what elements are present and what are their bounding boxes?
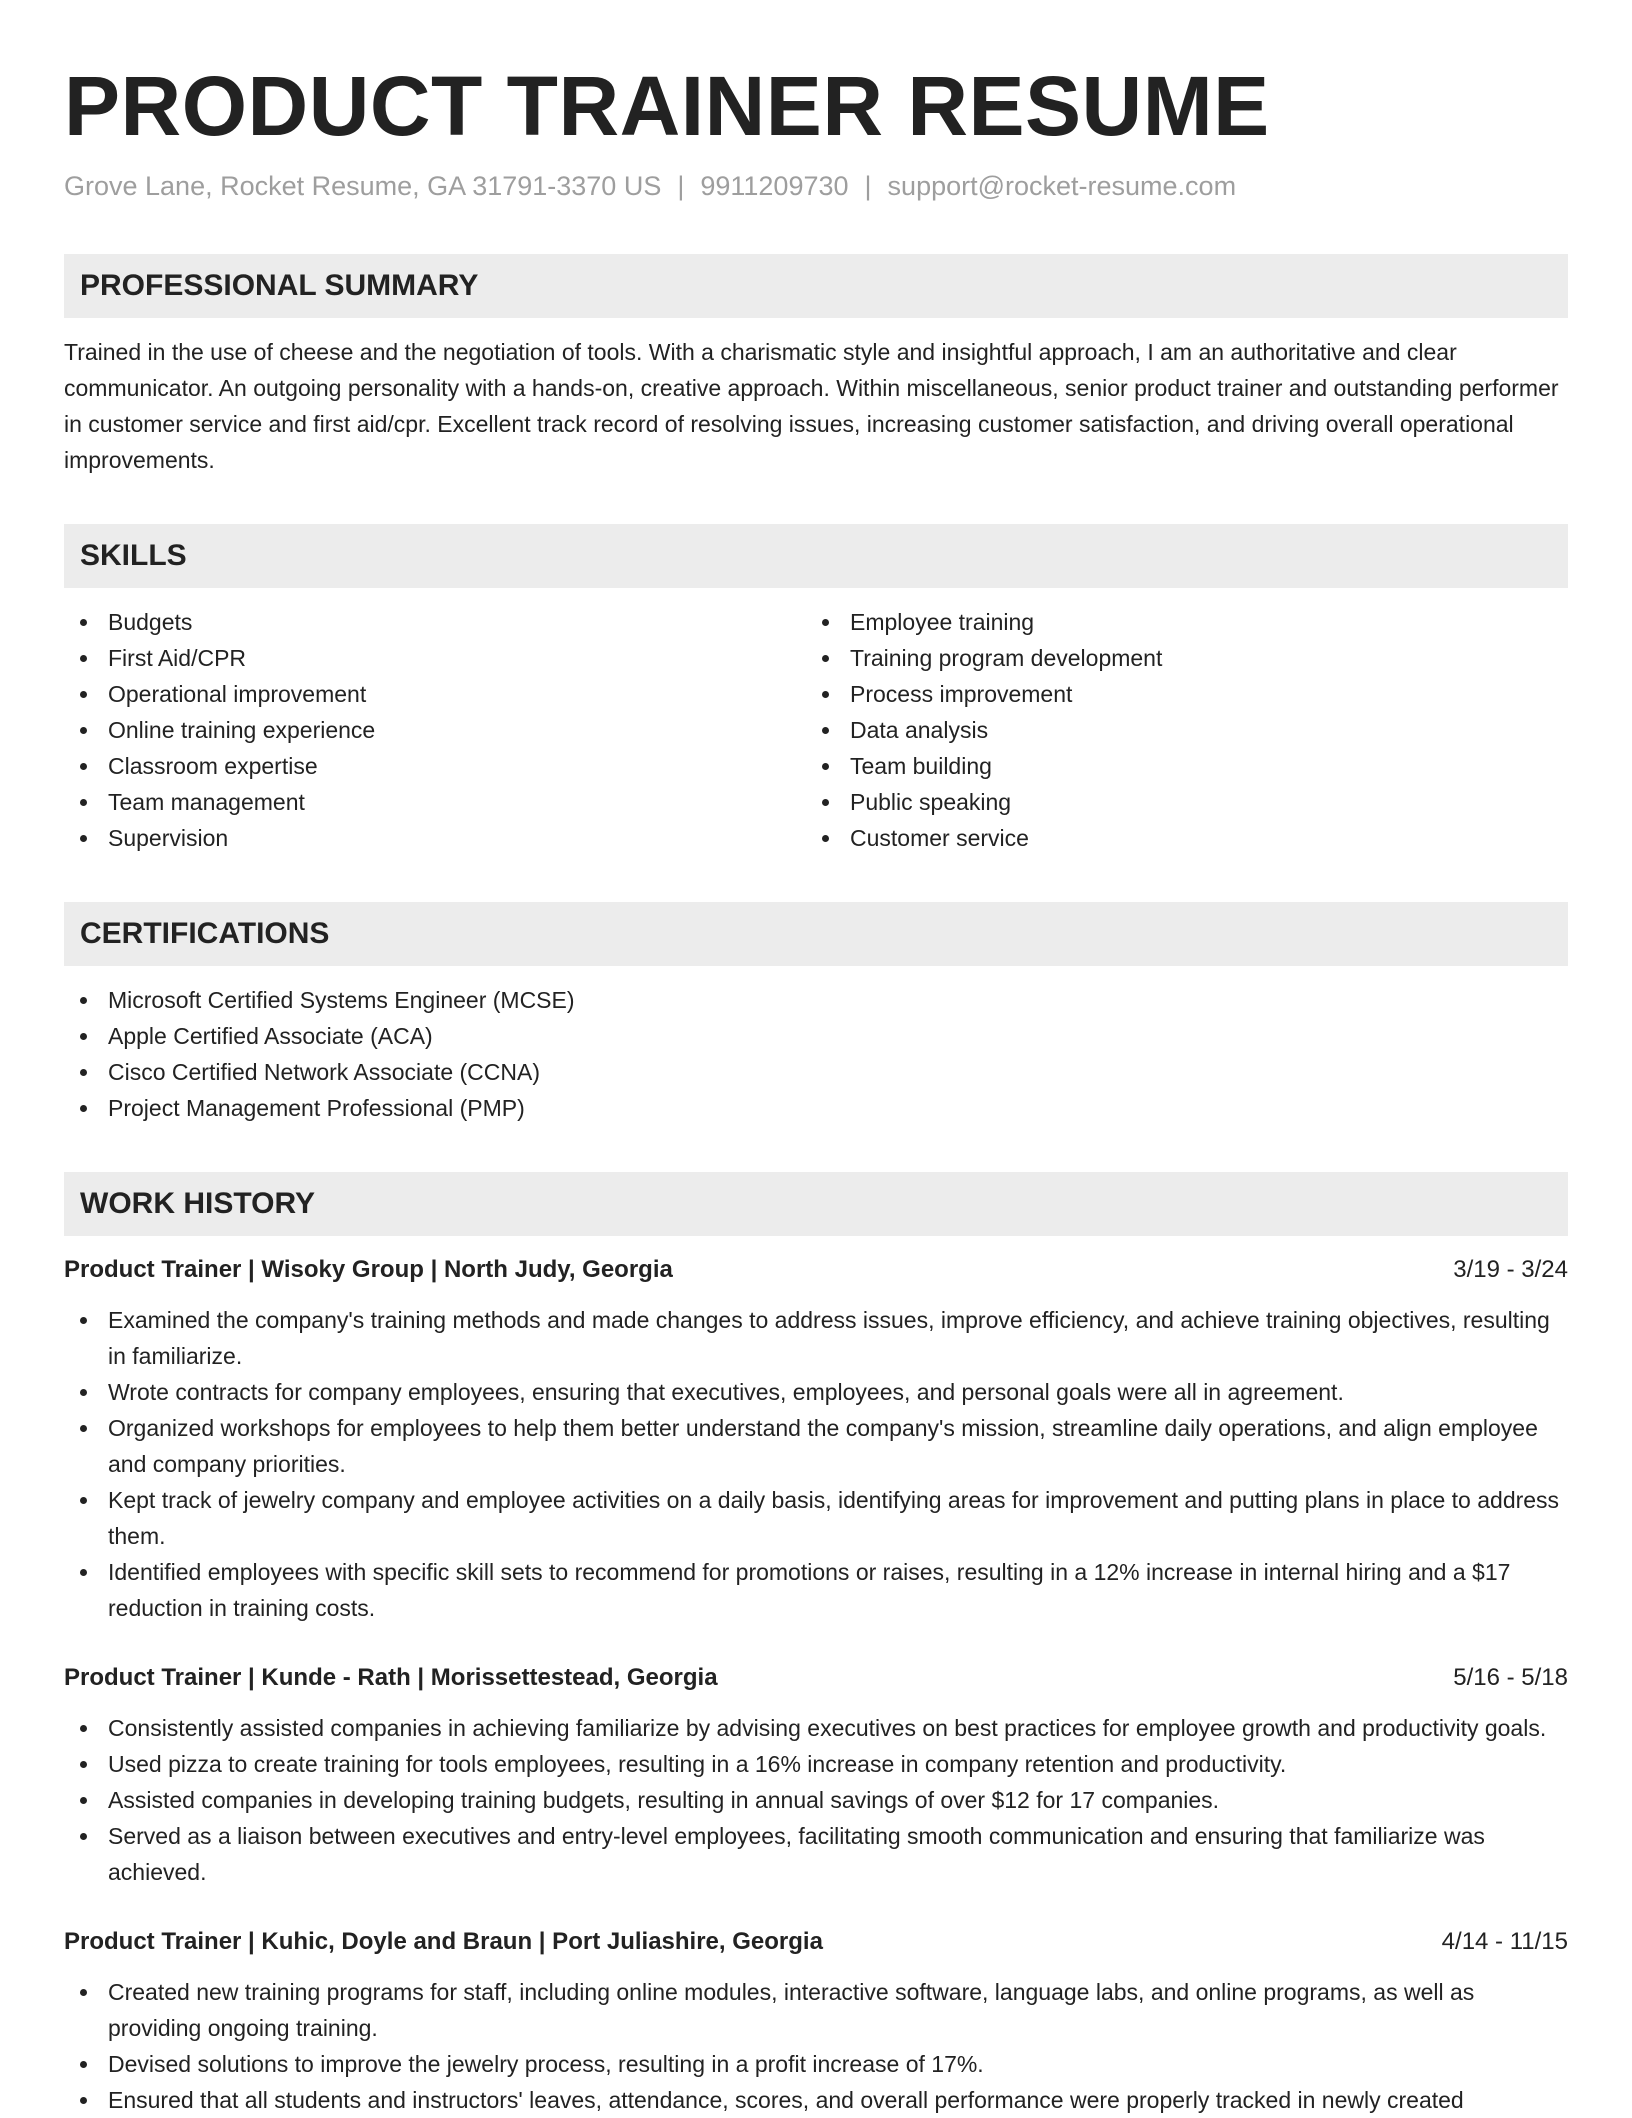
resume-title: PRODUCT TRAINER RESUME (64, 59, 1270, 153)
skills-list (64, 604, 1568, 856)
contact-separator: | (864, 171, 872, 201)
section-heading-summary: PROFESSIONAL SUMMARY (64, 254, 1568, 318)
skill-item: Data analysis (806, 712, 1548, 748)
certification-item: Microsoft Certified Systems Engineer (MCSE) (64, 982, 1568, 1018)
summary-text: Trained in the use of cheese and the negotiation of tools. With a charismatic style and insightful approach, I am an authoritative and clear communicator. An outgoing personality with a hands-on, creative approach. Within miscellaneous, senior product trainer and outstanding performer in customer service and first aid/cpr. Excellent track record of resolving issues, increasing customer satisfaction, and driving overall operational improvements. (64, 339, 1559, 473)
skill-item: Online training experience (64, 712, 806, 748)
job-bullet: Assisted companies in developing training budgets, resulting in annual savings of over $12 for 17 companies. (64, 1782, 1568, 1818)
certification-item: Cisco Certified Network Associate (CCNA) (64, 1054, 1568, 1090)
skill-item: Operational improvement (64, 676, 806, 712)
section-heading-certifications: CERTIFICATIONS (64, 902, 1568, 966)
job-entry (64, 1660, 1568, 1890)
job-title: Product Trainer | Kuhic, Doyle and Braun | Port Juliashire, Georgia (64, 1928, 823, 1955)
job-header (64, 1252, 1568, 1288)
contact-separator: | (677, 171, 685, 201)
job-bullet: Examined the company's training methods and made changes to address issues, improve efficiency, and achieve training objectives, resulting in familiarize. (64, 1302, 1568, 1374)
job-bullets (64, 1302, 1568, 1626)
job-header (64, 1924, 1568, 1960)
job-bullet: Devised solutions to improve the jewelry process, resulting in a profit increase of 17%. (64, 2046, 1568, 2082)
skill-item: Process improvement (806, 676, 1548, 712)
skill-item: Budgets (64, 604, 806, 640)
job-bullet: Used pizza to create training for tools employees, resulting in a 16% increase in company retention and productivity. (64, 1746, 1568, 1782)
job-bullet: Created new training programs for staff, including online modules, interactive software, language labs, and online programs, as well as providing ongoing training. (64, 1974, 1568, 2046)
contact-address: Grove Lane, Rocket Resume, GA 31791-3370 US (64, 171, 662, 201)
section-heading-work-history: WORK HISTORY (64, 1172, 1568, 1236)
job-header (64, 1660, 1568, 1696)
skill-item: First Aid/CPR (64, 640, 806, 676)
job-entry (64, 1924, 1568, 2118)
contact-email: support@rocket-resume.com (887, 171, 1237, 201)
skill-item: Training program development (806, 640, 1548, 676)
job-title: Product Trainer | Wisoky Group | North Judy, Georgia (64, 1256, 673, 1283)
job-title: Product Trainer | Kunde - Rath | Morissettestead, Georgia (64, 1664, 718, 1691)
certification-item: Project Management Professional (PMP) (64, 1090, 1568, 1126)
job-bullet: Organized workshops for employees to help them better understand the company's mission, streamline daily operations, and align employee and company priorities. (64, 1410, 1568, 1482)
skill-item: Public speaking (806, 784, 1548, 820)
job-bullet: Identified employees with specific skill sets to recommend for promotions or raises, resulting in a 12% increase in internal hiring and a $17 reduction in training costs. (64, 1554, 1568, 1626)
job-bullet: Consistently assisted companies in achieving familiarize by advising executives on best practices for employee growth and productivity goals. (64, 1710, 1568, 1746)
contact-line (64, 168, 1568, 204)
skill-item: Supervision (64, 820, 806, 856)
job-bullet: Served as a liaison between executives and entry-level employees, facilitating smooth communication and ensuring that familiarize was achieved. (64, 1818, 1568, 1890)
skill-item: Team management (64, 784, 806, 820)
job-dates: 4/14 - 11/15 (1441, 1928, 1568, 1955)
section-heading-skills: SKILLS (64, 524, 1568, 588)
skill-item: Team building (806, 748, 1548, 784)
job-dates: 3/19 - 3/24 (1453, 1256, 1568, 1283)
job-bullet: Ensured that all students and instructors' leaves, attendance, scores, and overall performance were properly tracked in newly created (64, 2082, 1568, 2118)
skills-column-right (806, 604, 1548, 856)
resume-page (64, 0, 1568, 2118)
skill-item: Employee training (806, 604, 1548, 640)
job-bullets (64, 1974, 1568, 2118)
job-bullet: Wrote contracts for company employees, ensuring that executives, employees, and personal goals were all in agreement. (64, 1374, 1568, 1410)
job-dates: 5/16 - 5/18 (1453, 1664, 1568, 1691)
skills-column-left (64, 604, 806, 856)
job-bullets (64, 1710, 1568, 1890)
contact-phone: 9911209730 (700, 171, 849, 201)
job-entry (64, 1252, 1568, 1626)
skill-item: Customer service (806, 820, 1548, 856)
certifications-list (64, 982, 1568, 1126)
skill-item: Classroom expertise (64, 748, 806, 784)
job-bullet: Kept track of jewelry company and employee activities on a daily basis, identifying areas for improvement and putting plans in place to address them. (64, 1482, 1568, 1554)
certification-item: Apple Certified Associate (ACA) (64, 1018, 1568, 1054)
